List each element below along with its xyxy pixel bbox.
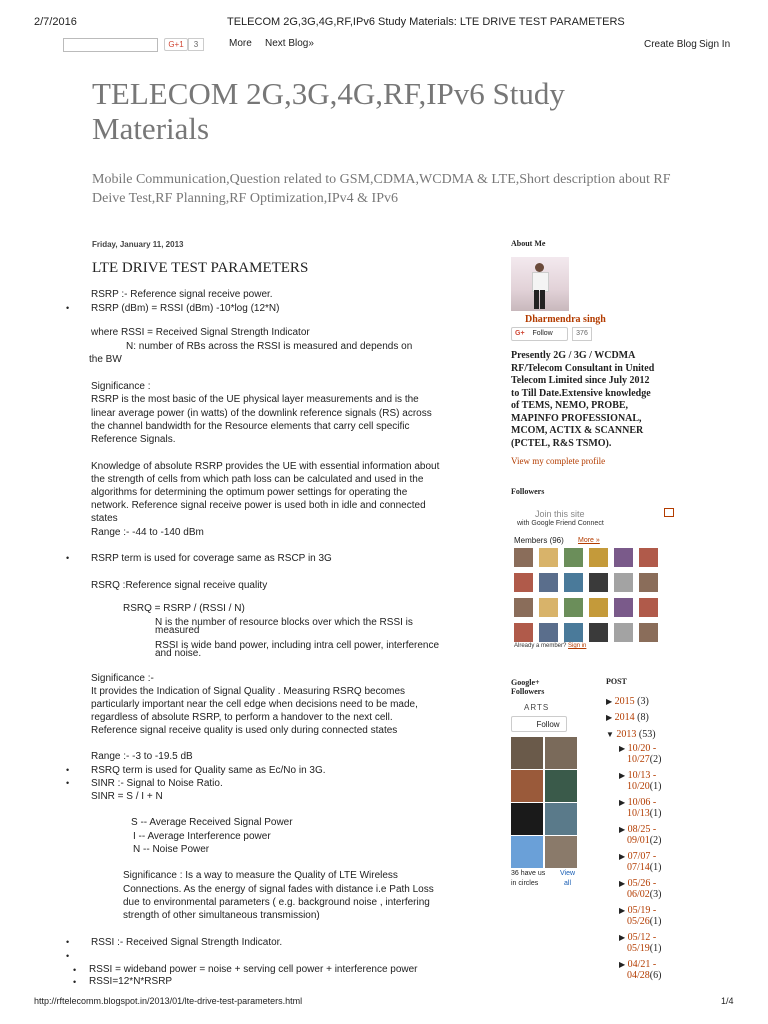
week-end: 05/19 (627, 943, 650, 954)
member-avatar[interactable] (639, 598, 658, 617)
archive-count: (8) (637, 712, 649, 723)
expand-arrow-icon: ▶ (619, 906, 626, 915)
post-line: network. Reference signal receive power is used both in idle and connected (91, 500, 426, 511)
week-count: (2) (649, 835, 662, 846)
blog-title-line: Materials (92, 111, 210, 146)
profile-photo[interactable] (511, 257, 569, 311)
week-start: 10/13 - (627, 770, 657, 781)
bio-line: (PCTEL, R&S TSMO). (511, 437, 612, 449)
followers-heading: Followers (511, 487, 545, 496)
follow-label: Follow (532, 330, 553, 337)
week-start: 07/07 - (627, 851, 657, 862)
collapse-arrow-icon: ▼ (606, 730, 614, 739)
member-avatar[interactable] (539, 598, 558, 617)
member-avatar[interactable] (539, 548, 558, 567)
print-title: TELECOM 2G,3G,4G,RF,IPv6 Study Materials: LTE DRIVE TEST PARAMETERS (227, 16, 625, 28)
post-line: regardless of absolute RSRP, to perform a handover to the next cell. (91, 712, 393, 723)
sign-in-link[interactable]: Sign In (699, 39, 731, 50)
gplus-count: 3 (188, 38, 204, 51)
view-all-line: View (560, 870, 576, 877)
week-start: 05/12 - (627, 932, 657, 943)
expand-arrow-icon: ▶ (619, 825, 626, 834)
member-avatar[interactable] (614, 548, 633, 567)
follow-count: 376 (572, 327, 592, 341)
week-count: (3) (649, 889, 662, 900)
week-end: 10/13 (627, 808, 650, 819)
archive-week[interactable] (619, 878, 661, 900)
member-sign-in-link[interactable]: Sign in (568, 643, 587, 649)
gplus-follower-avatar[interactable] (511, 770, 543, 802)
week-start: 08/25 - (627, 824, 657, 835)
week-count: (1) (649, 862, 662, 873)
gplus-follower-avatar[interactable] (511, 803, 543, 835)
bio-line: Presently 2G / 3G / WCDMA (511, 350, 636, 361)
gfc-text: with Google Friend Connect (517, 520, 604, 527)
about-me-heading: About Me (511, 239, 546, 248)
post-line: the BW (89, 354, 122, 365)
post-line: Significance :- (91, 673, 154, 684)
archive-week[interactable] (619, 932, 661, 954)
member-avatar[interactable] (639, 623, 658, 642)
post-line: S -- Average Received Signal Power (131, 817, 293, 828)
gplus-follower-avatar[interactable] (545, 737, 577, 769)
archive-year-label: 2013 (616, 729, 637, 740)
already-member (514, 643, 586, 649)
gplus-follower-avatar[interactable] (545, 836, 577, 868)
circles-text (511, 869, 545, 889)
gplus-heading-line: Google+ (511, 678, 540, 687)
circles-line: in circles (511, 880, 539, 887)
member-avatar[interactable] (589, 623, 608, 642)
week-count: (1) (649, 808, 662, 819)
post-line: RSSI = wideband power = noise + serving cell power + interference power (89, 964, 418, 975)
archive-year-2013[interactable] (606, 729, 656, 740)
week-end: 07/14 (627, 862, 650, 873)
gplus-follower-avatar[interactable] (545, 770, 577, 802)
more-link[interactable]: More (229, 38, 252, 49)
week-count: (1) (649, 943, 662, 954)
search-input[interactable] (63, 38, 158, 52)
post-line: SINR = S / I + N (91, 791, 163, 802)
post-line: the strength of cells from which path loss can be calculated and used in the (91, 474, 424, 485)
post-title[interactable]: LTE DRIVE TEST PARAMETERS (92, 260, 309, 276)
post-line: RSRQ :Reference signal receive quality (91, 580, 268, 591)
bullet: • (73, 977, 77, 987)
archive-week[interactable] (619, 905, 661, 927)
gplus-one-button[interactable]: G+1 (164, 38, 188, 51)
bio-line: MCOM, ACTIX & SCANNER (511, 425, 644, 436)
bio-line: to Till Date.Extensive knowledge (511, 387, 651, 399)
post-line: algorithms for determining the optimum power settings for operating the (91, 487, 408, 498)
archive-week[interactable] (619, 851, 661, 873)
archive-week[interactable] (619, 959, 661, 981)
bio-line: Telecom Limited since July 2012 (511, 375, 650, 386)
member-avatar[interactable] (614, 623, 633, 642)
post-line: strength of other simultaneous transmission) (123, 910, 320, 921)
week-start: 10/20 - (627, 743, 657, 754)
author-bio (511, 350, 654, 450)
member-avatar[interactable] (589, 573, 608, 592)
bio-line: MAPINFO PROFESSIONAL, (511, 412, 642, 424)
archive-count: (53) (638, 729, 656, 740)
expand-arrow-icon: ▶ (619, 798, 626, 807)
member-avatar[interactable] (514, 573, 533, 592)
gplus-icon: G+ (515, 330, 525, 337)
bullet: • (66, 937, 70, 947)
post-line: Significance : (91, 381, 151, 392)
author-name[interactable]: Dharmendra singh (525, 314, 606, 325)
post-date: Friday, January 11, 2013 (92, 240, 184, 249)
member-avatar[interactable] (514, 598, 533, 617)
week-end: 04/28 (627, 970, 650, 981)
post-line: RSRP :- Reference signal receive power. (91, 289, 273, 300)
archive-year-2015[interactable] (606, 696, 649, 707)
archive-year-2014[interactable] (606, 712, 649, 723)
already-member-text: Already a member? (514, 643, 567, 649)
member-avatar[interactable] (539, 623, 558, 642)
week-count: (1) (649, 916, 662, 927)
post-line: states (91, 513, 118, 524)
bio-line: RF/Telecom Consultant in United (511, 362, 655, 374)
post-line: N -- Noise Power (133, 844, 210, 855)
member-avatar[interactable] (564, 623, 583, 642)
post-line: RSRP is the most basic of the UE physical layer measurements and is the (91, 394, 419, 405)
bullet: • (66, 553, 70, 563)
external-link-icon[interactable] (664, 508, 674, 517)
post-line: N is the number of resource blocks over which the RSSI is (155, 617, 413, 628)
post-line: Knowledge of absolute RSRP provides the UE with essential information about (91, 461, 440, 472)
post-line: RSSI :- Received Signal Strength Indicator. (91, 937, 283, 948)
expand-arrow-icon: ▶ (619, 744, 626, 753)
bullet: • (66, 951, 70, 961)
post-line: Connections. As the energy of signal fades with distance i.e Path Loss (123, 884, 434, 895)
expand-arrow-icon: ▶ (606, 697, 613, 706)
post-line: linear average power (in watts) of the downlink reference signals (RS) across (91, 408, 432, 419)
gplus-heading-line: Followers (511, 687, 545, 696)
post-archive-heading: POST (606, 677, 627, 686)
expand-arrow-icon: ▶ (619, 852, 626, 861)
archive-week[interactable] (619, 824, 661, 846)
week-end: 06/02 (627, 889, 650, 900)
post-line: SINR :- Signal to Noise Ratio. (91, 778, 223, 789)
week-end: 05/26 (627, 916, 650, 927)
gplus-follower-avatar[interactable] (511, 737, 543, 769)
post-line: RSRP term is used for coverage same as RSCP in 3G (91, 553, 332, 564)
post-line: Range :- -3 to -19.5 dB (91, 751, 193, 762)
bullet: • (66, 303, 70, 313)
week-count: (2) (649, 754, 662, 765)
post-line: particularly important near the cell edge when decisions need to be made, (91, 699, 418, 710)
gplus-page-name: ARTS (524, 703, 550, 712)
member-avatar[interactable] (514, 623, 533, 642)
create-blog-link[interactable]: Create Blog (644, 39, 697, 50)
post-line: due to environmental parameters ( e.g. background noise , interfering (123, 897, 430, 908)
week-count: (6) (649, 970, 662, 981)
blog-description-line: Deive Test,RF Planning,RF Optimization,IPv4 & IPv6 (92, 191, 398, 206)
archive-week[interactable] (619, 797, 661, 819)
week-start: 10/06 - (627, 797, 657, 808)
archive-week[interactable] (619, 770, 661, 792)
member-avatar[interactable] (564, 598, 583, 617)
member-avatar[interactable] (564, 548, 583, 567)
view-all-line: all (564, 880, 572, 887)
blog-description-line: Mobile Communication,Question related to GSM,CDMA,WCDMA & LTE,Short description about RF (92, 172, 671, 187)
week-end: 10/20 (627, 781, 650, 792)
week-end: 09/01 (627, 835, 650, 846)
bullet: • (66, 778, 70, 788)
week-end: 10/27 (627, 754, 650, 765)
bullet: • (73, 965, 77, 975)
next-blog-link[interactable]: Next Blog» (265, 38, 314, 49)
member-avatar[interactable] (564, 573, 583, 592)
expand-arrow-icon: ▶ (619, 960, 626, 969)
footer-page-number: 1/4 (721, 996, 734, 1006)
post-line: It provides the Indication of Signal Quality . Measuring RSRQ becomes (91, 686, 406, 697)
member-avatar[interactable] (589, 598, 608, 617)
expand-arrow-icon: ▶ (619, 879, 626, 888)
post-line: Range :- -44 to -140 dBm (91, 527, 204, 538)
week-start: 04/21 - (627, 959, 657, 970)
post-line: RSSI is wide band power, including intra cell power, interference (155, 640, 440, 651)
archive-year-label: 2015 (614, 696, 635, 707)
members-count: Members (96) (514, 536, 564, 545)
expand-arrow-icon: ▶ (606, 713, 613, 722)
gplus-follower-avatar[interactable] (545, 803, 577, 835)
archive-count: (3) (637, 696, 649, 707)
post-line: Reference Signals. (91, 434, 176, 445)
blogger-navbar (0, 38, 768, 52)
week-start: 05/26 - (627, 878, 657, 889)
gplus-followers-heading (511, 678, 544, 696)
post-line: measured (155, 625, 200, 636)
post-line: N: number of RBs across the RSSI is measured and depends on (126, 341, 413, 352)
post-line: RSRP (dBm) = RSSI (dBm) -10*log (12*N) (91, 303, 280, 314)
week-count: (1) (649, 781, 662, 792)
post-line: where RSSI = Received Signal Strength Indicator (91, 327, 310, 338)
view-all-link[interactable] (560, 869, 575, 889)
post-line: the channel bandwidth for the Resource elements that carry cell specific (91, 421, 410, 432)
post-line: Reference signal receive quality is used only during connected states (91, 725, 398, 736)
gplus-follower-avatar[interactable] (511, 836, 543, 868)
post-line: I -- Average Interference power (133, 831, 271, 842)
member-avatar[interactable] (614, 598, 633, 617)
post-line: and noise. (155, 648, 202, 659)
member-avatar[interactable] (639, 548, 658, 567)
member-avatar[interactable] (514, 548, 533, 567)
post-line: RSRQ term is used for Quality same as Ec/No in 3G. (91, 765, 326, 776)
footer-url: http://rftelecomm.blogspot.in/2013/01/lte-drive-test-parameters.html (34, 996, 303, 1006)
gplus-follow-button-2[interactable]: Follow (511, 716, 567, 732)
expand-arrow-icon: ▶ (619, 933, 626, 942)
member-avatar[interactable] (589, 548, 608, 567)
blog-description (92, 170, 692, 208)
archive-week[interactable] (619, 743, 661, 765)
member-avatar[interactable] (539, 573, 558, 592)
bio-line: of TEMS, NEMO, PROBE, (511, 400, 629, 411)
circles-line: 36 have us (511, 870, 546, 877)
more-members-link[interactable]: More » (578, 537, 600, 544)
member-avatar[interactable] (639, 573, 658, 592)
week-start: 05/19 - (627, 905, 657, 916)
member-avatar[interactable] (614, 573, 633, 592)
post-line: RSSI=12*N*RSRP (89, 976, 173, 987)
blog-title-line: TELECOM 2G,3G,4G,RF,IPv6 Study (92, 76, 565, 111)
bullet: • (66, 765, 70, 775)
view-profile-link[interactable]: View my complete profile (511, 456, 606, 466)
print-date: 2/7/2016 (34, 16, 77, 28)
join-site-link[interactable]: Join this site (535, 509, 585, 519)
archive-year-label: 2014 (614, 712, 635, 723)
gplus-follow-button[interactable] (511, 327, 568, 341)
post-line: RSRQ = RSRP / (RSSI / N) (123, 603, 245, 614)
post-line: Significance : Is a way to measure the Quality of LTE Wireless (123, 870, 398, 881)
expand-arrow-icon: ▶ (619, 771, 626, 780)
blog-title[interactable] (92, 76, 692, 146)
